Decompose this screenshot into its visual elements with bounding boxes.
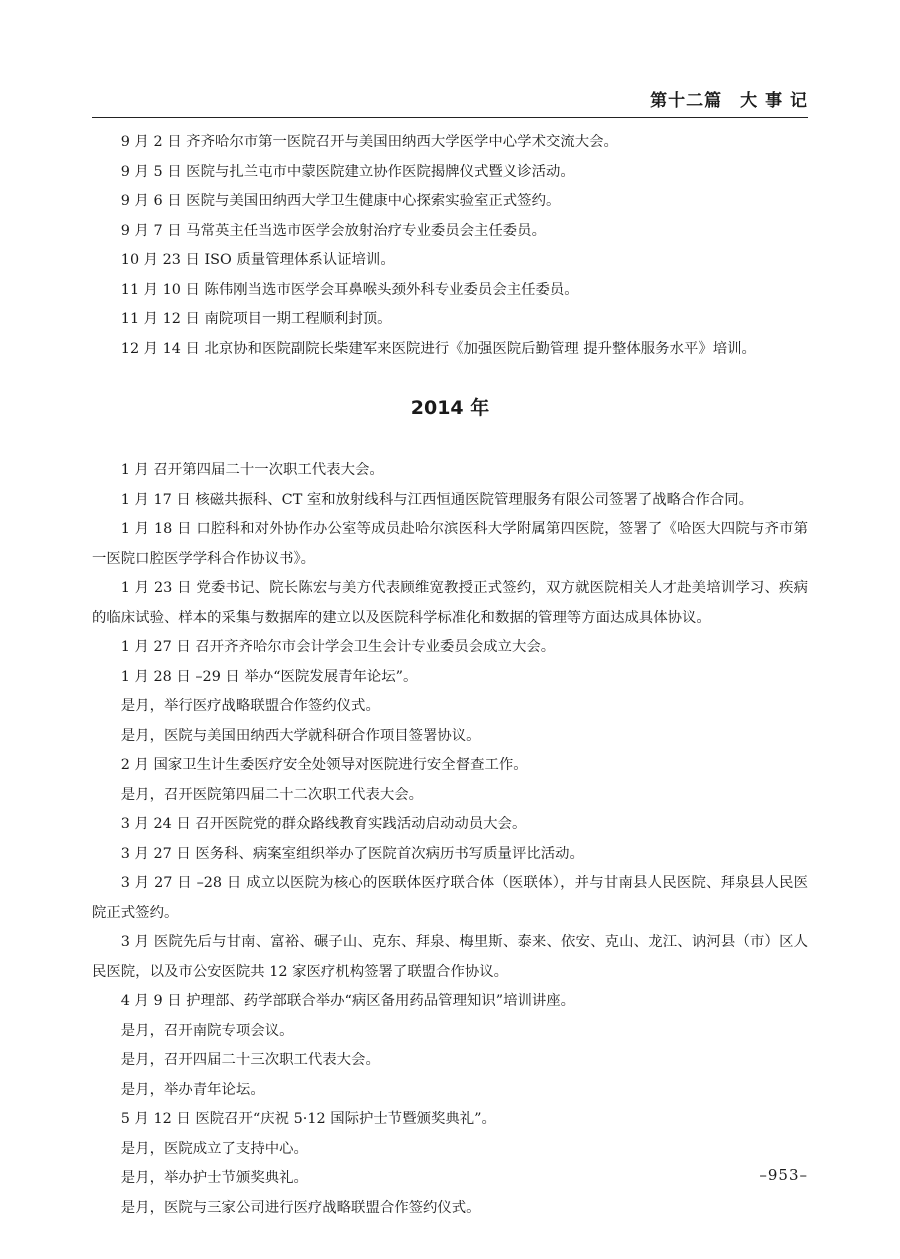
page-number: –953– xyxy=(759,1166,808,1184)
event-entry: 2 月 国家卫生计生委医疗安全处领导对医院进行安全督查工作。 xyxy=(120,757,528,773)
running-header: 第十二篇 大 事 记 xyxy=(650,91,808,111)
event-entry: 11 月 12 日 南院项目一期工程顺利封顶。 xyxy=(120,311,392,327)
event-entry: 11 月 10 日 陈伟刚当选市医学会耳鼻喉头颈外科专业委员会主任委员。 xyxy=(120,281,579,298)
event-entry: 9 月 5 日 医院与扎兰屯市中蒙医院建立协作医院揭牌仪式暨义诊活动。 xyxy=(120,163,575,180)
event-entry: 3 月 医院先后与甘南、富裕、碾子山、克东、拜泉、梅里斯、泰来、依安、克山、龙江、讷河县（市）区人民医院，以及市公安医院共 12 家医疗机构签署了联盟合作协议。 xyxy=(92,934,808,980)
event-entry: 是月，召开四届二十三次职工代表大会。 xyxy=(120,1052,380,1068)
event-entry: 是月，召开南院专项会议。 xyxy=(120,1022,294,1039)
event-entry: 是月，医院与美国田纳西大学就科研合作项目签署协议。 xyxy=(120,727,481,744)
event-entry: 1 月 28 日 –29 日 举办“医院发展青年论坛”。 xyxy=(120,668,418,685)
event-entry: 1 月 27 日 召开齐齐哈尔市会计学会卫生会计专业委员会成立大会。 xyxy=(120,639,556,655)
event-entry: 是月，举办青年论坛。 xyxy=(120,1081,265,1098)
event-entry: 9 月 6 日 医院与美国田纳西大学卫生健康中心探索实验室正式签约。 xyxy=(120,193,561,209)
year-heading: 2014 年 xyxy=(410,397,490,419)
header-rule xyxy=(92,117,808,118)
event-entry: 3 月 27 日 –28 日 成立以医院为核心的医联体医疗联合体（医联体），并与甘南县人民医院、拜泉县人民医院正式签约。 xyxy=(92,875,808,921)
event-entry: 是月，医院成立了支持中心。 xyxy=(120,1140,308,1157)
event-entry: 是月，召开医院第四届二十二次职工代表大会。 xyxy=(120,786,424,803)
event-entry: 9 月 2 日 齐齐哈尔市第一医院召开与美国田纳西大学医学中心学术交流大会。 xyxy=(120,134,618,150)
entries-before-list xyxy=(92,128,808,364)
event-entry: 是月，医院与三家公司进行医疗战略联盟合作签约仪式。 xyxy=(120,1199,481,1216)
event-entry: 1 月 召开第四届二十一次职工代表大会。 xyxy=(120,462,384,478)
event-entry: 1 月 18 日 口腔科和对外协作办公室等成员赴哈尔滨医科大学附属第四医院，签署了《哈医大四院与齐市第一医院口腔医学学科合作协议书》。 xyxy=(92,521,808,567)
event-entry: 10 月 23 日 ISO 质量管理体系认证培训。 xyxy=(120,252,395,268)
event-entry: 5 月 12 日 医院召开“庆祝 5·12 国际护士节暨颁奖典礼”。 xyxy=(120,1111,496,1127)
event-entry: 9 月 7 日 马常英主任当选市医学会放射治疗专业委员会主任委员。 xyxy=(120,222,546,239)
event-entry: 1 月 23 日 党委书记、院长陈宏与美方代表顾维宽教授正式签约，双方就医院相关人才赴美培训学习、疾病的临床试验、样本的采集与数据库的建立以及医院科学标准化和数据的管理等方面达成具体协议。 xyxy=(92,580,808,626)
event-entry: 1 月 17 日 核磁共振科、CT 室和放射线科与江西恒通医院管理服务有限公司签署了战略合作合同。 xyxy=(120,491,753,508)
page-content xyxy=(92,128,808,1223)
event-entry: 3 月 24 日 召开医院党的群众路线教育实践活动启动动员大会。 xyxy=(120,816,527,832)
event-entry: 是月，举办护士节颁奖典礼。 xyxy=(120,1170,308,1186)
event-entry: 12 月 14 日 北京协和医院副院长柴建军来医院进行《加强医院后勤管理 提升整体服务水平》培训。 xyxy=(120,340,756,357)
event-entry: 是月，举行医疗战略联盟合作签约仪式。 xyxy=(120,698,380,714)
event-entry: 4 月 9 日 护理部、药学部联合举办“病区备用药品管理知识”培训讲座。 xyxy=(120,993,576,1009)
event-entry: 3 月 27 日 医务科、病案室组织举办了医院首次病历书写质量评比活动。 xyxy=(120,845,584,862)
entries-2014-list xyxy=(92,456,808,1223)
